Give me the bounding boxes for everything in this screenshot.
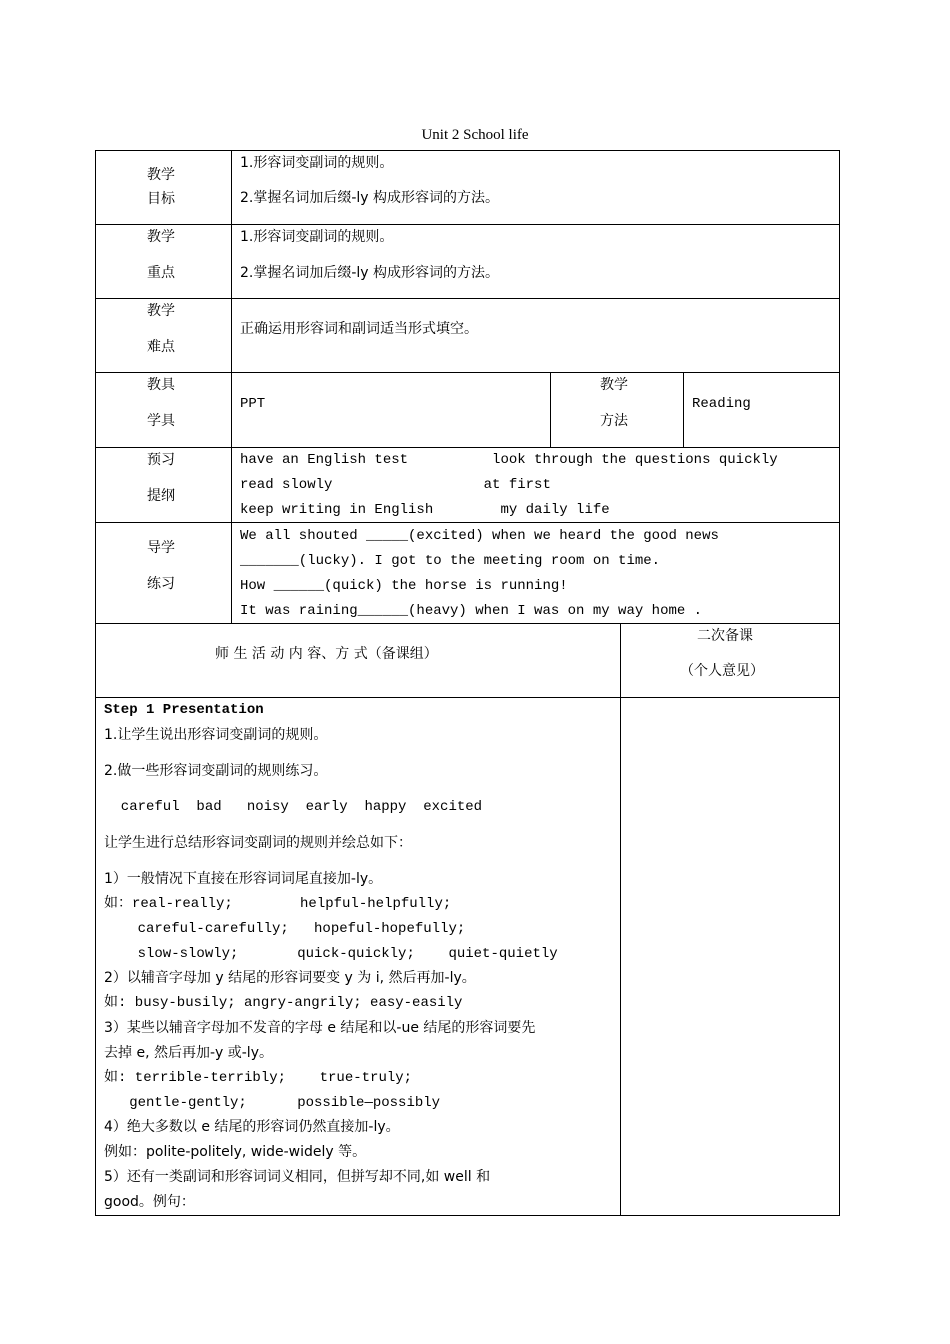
practice-line-4: It was raining______(heavy) when I was on my way home . <box>240 603 703 619</box>
objectives-label-1: 教学 <box>147 167 175 183</box>
content-line-2: 2.做一些形容词变副词的规则练习。 <box>104 763 328 779</box>
content-line-12: 去掉 e, 然后再加-y 或-ly。 <box>104 1045 273 1061</box>
preview-line-3: keep writing in English my daily life <box>240 502 610 518</box>
step-heading: Step 1 Presentation <box>104 702 264 718</box>
tools-value-cell <box>232 373 551 448</box>
content-line-18: good。例句： <box>104 1194 195 1210</box>
preview-label-1: 预习 <box>147 452 175 468</box>
difficulties-line-1: 正确运用形容词和副词适当形式填空。 <box>240 321 478 337</box>
content-line-17: 5）还有一类副词和形容词词义相同，但拼写却不同,如 well 和 <box>104 1169 491 1185</box>
keypoints-label-1: 教学 <box>147 229 175 245</box>
keypoints-label-2: 重点 <box>147 265 175 281</box>
document-title: Unit 2 School life <box>421 127 529 143</box>
second-prep-content-cell <box>621 698 840 1216</box>
second-prep-header-1: 二次备课 <box>697 628 753 644</box>
content-line-1: 1.让学生说出形容词变副词的规则。 <box>104 727 328 743</box>
keypoints-line-1: 1.形容词变副词的规则。 <box>240 229 394 245</box>
content-line-15: 4）绝大多数以 e 结尾的形容词仍然直接加-ly。 <box>104 1119 400 1135</box>
content-line-16: 例如：polite-politely, wide-widely 等。 <box>104 1144 367 1160</box>
content-line-3: careful bad noisy early happy excited <box>104 799 483 815</box>
content-line-8: slow-slowly; quick-quickly; quiet-quietly <box>104 946 558 962</box>
keypoints-line-2: 2.掌握名词加后缀-ly 构成形容词的方法。 <box>240 265 500 281</box>
content-line-13: 如: terrible-terribly; true-truly; <box>104 1070 413 1086</box>
method-value: Reading <box>692 396 751 412</box>
preview-line-2: read slowly at first <box>240 477 551 493</box>
method-label-1: 教学 <box>600 377 628 393</box>
objectives-line-1: 1.形容词变副词的规则。 <box>240 155 394 171</box>
content-line-7: careful-carefully; hopeful-hopefully; <box>104 921 466 937</box>
content-line-10: 如: busy-busily; angry-angrily; easy-easily <box>104 995 463 1011</box>
second-prep-header-2: （个人意见） <box>680 663 764 679</box>
practice-line-3: How ______(quick) the horse is running! <box>240 578 568 594</box>
objectives-label-cell <box>96 151 232 225</box>
content-line-6: 如：real-really; helpful-helpfully; <box>104 896 452 912</box>
content-line-5: 1）一般情况下直接在形容词词尾直接加-ly。 <box>104 871 383 887</box>
content-line-11: 3）某些以辅音字母加不发音的字母 e 结尾和以-ue 结尾的形容词要先 <box>104 1020 536 1036</box>
content-line-4: 让学生进行总结形容词变副词的规则并绘总如下： <box>104 835 412 851</box>
content-line-9: 2）以辅音字母加 y 结尾的形容词要变 y 为 i, 然后再加-ly。 <box>104 970 476 986</box>
tools-label-1: 教具 <box>147 377 175 393</box>
practice-line-2: _______(lucky). I got to the meeting room on time. <box>240 553 661 569</box>
practice-line-1: We all shouted _____(excited) when we heard the good news <box>240 528 719 544</box>
tools-value: PPT <box>240 396 266 412</box>
objectives-line-2: 2.掌握名词加后缀-ly 构成形容词的方法。 <box>240 190 500 206</box>
difficulties-label-1: 教学 <box>147 303 175 319</box>
practice-label-2: 练习 <box>147 576 175 592</box>
content-line-14: gentle-gently; possible—possibly <box>104 1095 441 1111</box>
tools-label-2: 学具 <box>147 413 175 429</box>
difficulties-label-2: 难点 <box>147 339 175 355</box>
practice-label-1: 导学 <box>147 540 175 556</box>
preview-line-1: have an English test look through the questions quickly <box>240 452 778 468</box>
method-label-2: 方法 <box>600 413 628 429</box>
activity-header-text: 师 生 活 动 内 容、方 式（备课组） <box>215 646 438 662</box>
preview-label-2: 提纲 <box>147 488 175 504</box>
objectives-label-2: 目标 <box>147 191 175 207</box>
